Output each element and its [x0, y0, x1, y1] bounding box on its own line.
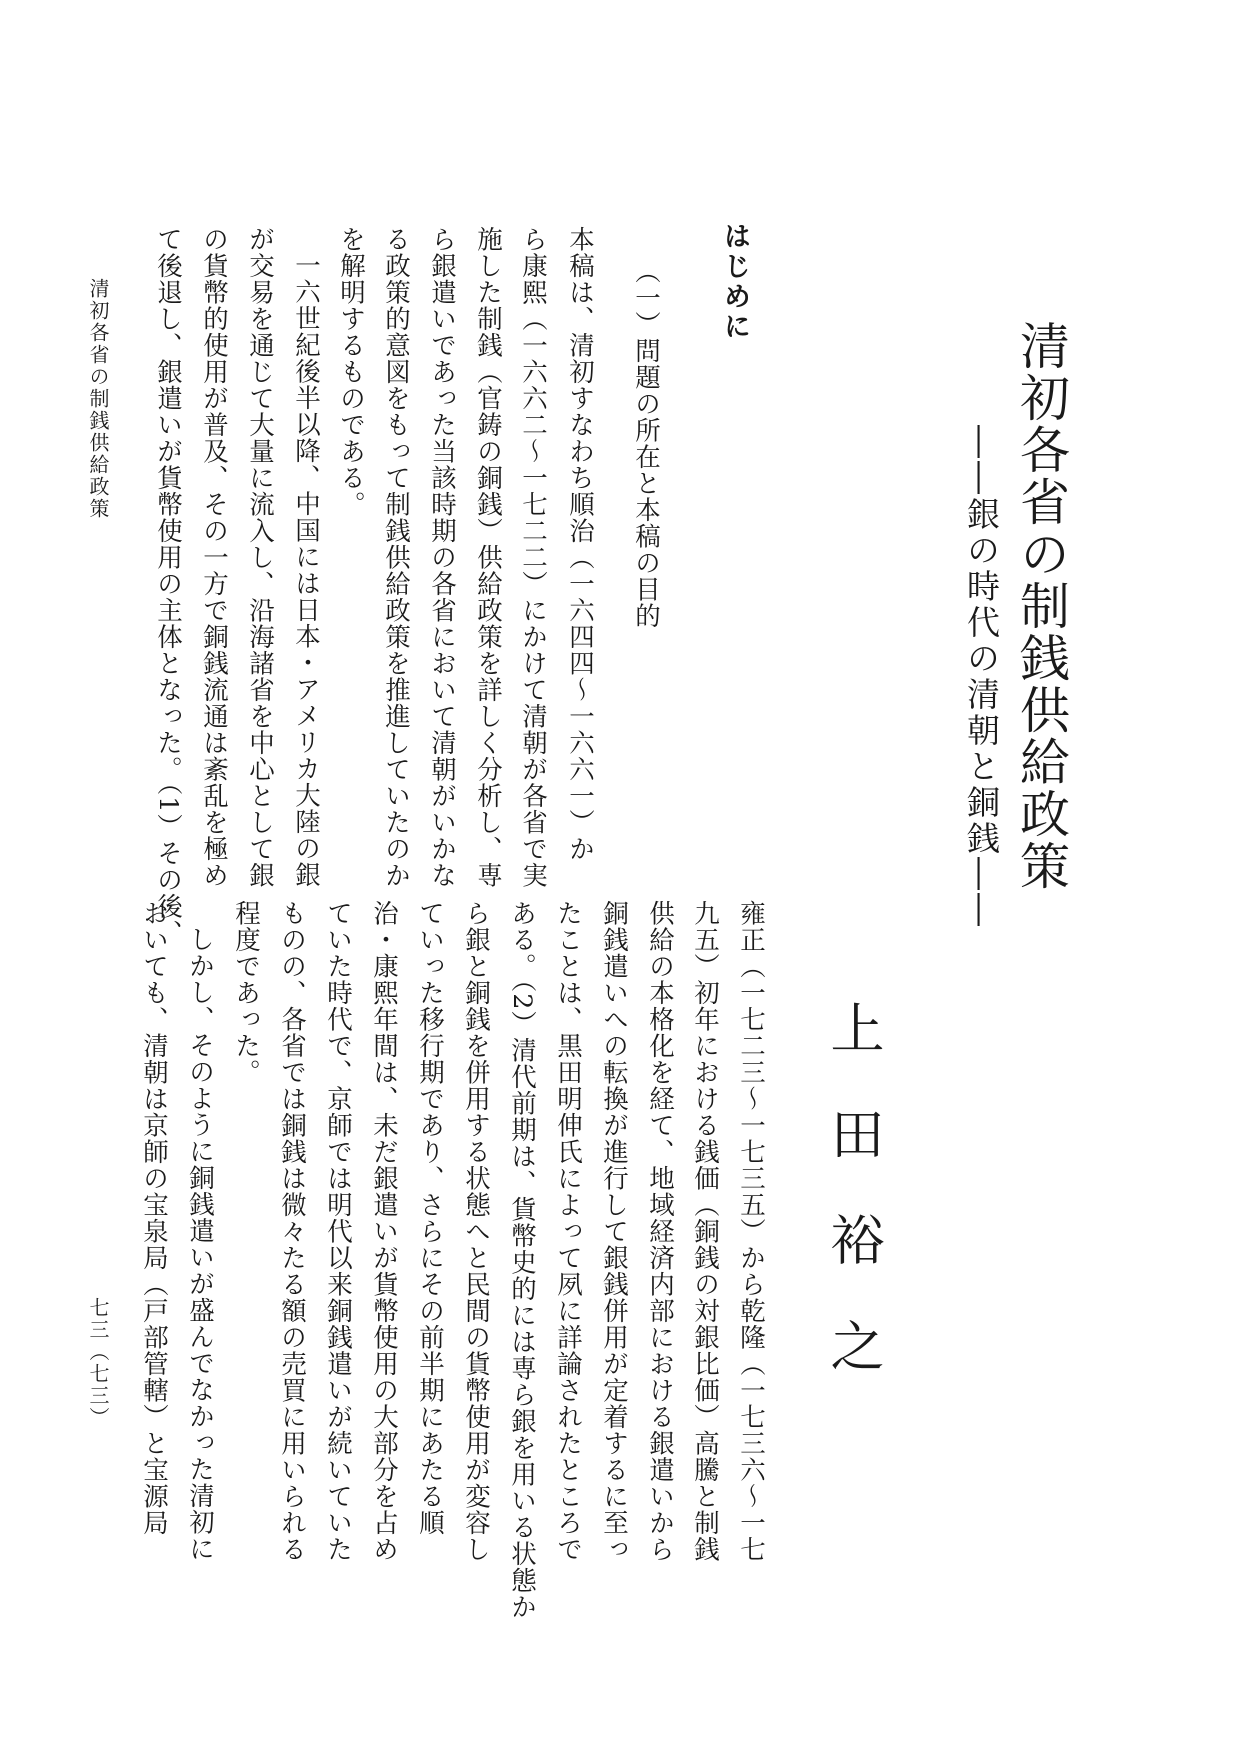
body-line: ていった移行期であり、さらにその前半期にあたる順 — [415, 900, 445, 1536]
body-line: 雍正（一七二三～一七三五）から乾隆（一七三六～一七 — [736, 900, 766, 1563]
body-line: 供給の本格化を経て、地域経済内部における銀遣いから — [645, 900, 675, 1563]
body-line: て後退し、銀遣いが貨幣使用の主体となった。（1）その後、 — [153, 226, 183, 946]
body-line: 程度であった。 — [231, 900, 261, 1086]
section-heading: はじめに — [719, 222, 750, 342]
body-line: おいても、清朝は京師の宝泉局（戸部管轄）と宝源局 — [139, 900, 169, 1536]
body-line: る政策的意図をもって制銭供給政策を推進していたのか — [381, 226, 411, 889]
body-line: の貨幣的使用が普及、その一方で銅銭流通は紊乱を極め — [199, 226, 229, 889]
body-line: ものの、各省では銅銭は微々たる額の売買に用いられる — [277, 900, 307, 1563]
body-line: ある。（2）清代前期は、貨幣史的には専ら銀を用いる状態か — [507, 900, 537, 1620]
body-line: 銅銭遣いへの転換が進行して銀銭併用が定着するに至っ — [599, 900, 629, 1563]
body-line: ら銀と銅銭を併用する状態へと民間の貨幣使用が変容し — [461, 900, 491, 1563]
body-line: ら康熙（一六六二～一七二二）にかけて清朝が各省で実 — [518, 226, 548, 889]
body-line: が交易を通じて大量に流入し、沿海諸省を中心として銀 — [245, 226, 275, 889]
body-line: 治・康熙年間は、未だ銀遣いが貨幣使用の大部分を占め — [369, 900, 399, 1563]
body-line: 施した制銭（官鋳の銅銭）供給政策を詳しく分析し、専 — [473, 226, 503, 889]
page-number: 七三（七三） — [86, 1297, 110, 1429]
article-title: 清初各省の制銭供給政策 — [1012, 320, 1070, 892]
body-line: 一六世紀後半以降、中国には日本・アメリカ大陸の銀 — [291, 252, 321, 888]
body-line: 九五）初年における銭価（銅銭の対銀比価）高騰と制銭 — [690, 900, 720, 1563]
body-line: 本稿は、清初すなわち順治（一六四四～一六六一）か — [565, 226, 595, 862]
body-line: しかし、そのように銅銭遣いが盛んでなかった清初に — [185, 926, 215, 1562]
body-line: ら銀遣いであった当該時期の各省において清朝がいかな — [427, 226, 457, 889]
subsection-heading: （一）問題の所在と本稿の目的 — [631, 258, 661, 629]
author-name: 上田裕之 — [822, 1000, 885, 1424]
article-subtitle: ――銀の時代の清朝と銅銭―― — [962, 425, 1001, 929]
running-head: 清初各省の制銭供給政策 — [86, 278, 110, 520]
body-line: たことは、黒田明伸氏によって夙に詳論されたところで — [553, 900, 583, 1563]
body-line: ていた時代で、京師では明代以来銅銭遣いが続いていた — [323, 900, 353, 1563]
body-line: を解明するものである。 — [336, 226, 366, 518]
